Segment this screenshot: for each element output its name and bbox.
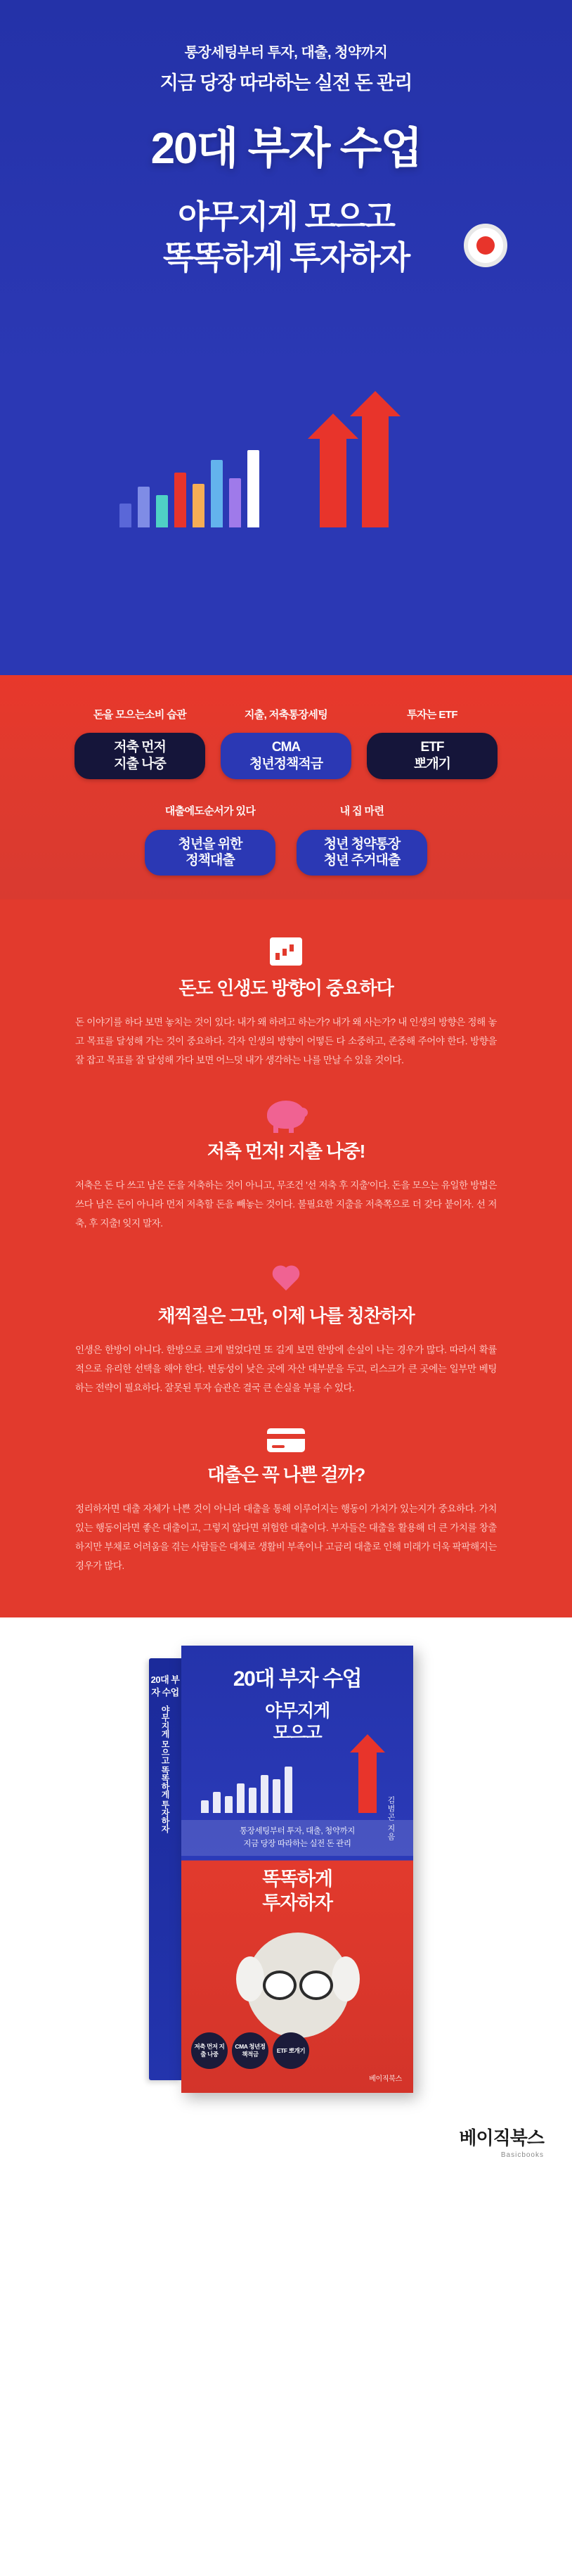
bar-6: [211, 460, 223, 527]
hero-line-1: 야무지게 모으고: [178, 198, 394, 235]
publisher-logo: 베이직북스: [459, 2127, 544, 2148]
book-bar-chart-graphic: [201, 1764, 292, 1813]
book-showcase: [0, 1617, 572, 2117]
content-block-title: 저축 먼저! 지출 나중!: [207, 1141, 365, 1162]
book-spine: [149, 1658, 181, 2080]
bar-2: [138, 487, 150, 527]
book-bar-8: [285, 1767, 292, 1813]
keyword-pill-badge: 청년 청약통장 청년 주거대출: [297, 830, 427, 876]
book-bar-6: [261, 1775, 268, 1813]
book-arrow-up-icon: [358, 1751, 377, 1813]
content-block: [75, 1070, 497, 1233]
content-block-body: 인생은 한방이 아니다. 한방으로 크게 벌었다면 또 길게 보면 한방에 손실이 나는 경우가 많다. 따라서 확률적으로 유리한 선택을 해야 한다. 변동성이 낮은 곳에 자산 대부분을 두고, 리스크가 큰 곳에는 일부만 베팅하는 전략이 필요하다. 잘못된 투자 습관은 결국 큰 손실을 부를 수 있다.: [75, 1345, 497, 1393]
content-block: [75, 1397, 497, 1575]
growth-arrows: [320, 415, 389, 527]
book-cover-badge: 저축 먼저 지출 나중: [191, 2032, 228, 2069]
keyword-pill: [221, 700, 351, 779]
book-spine-subtitle: 야무지게 모으고 똑똑하게 투자하자: [160, 1705, 171, 1833]
book-red-title-2: 투자하자: [262, 1892, 332, 1914]
arrow-up-icon: [320, 437, 346, 527]
keyword-pill: [367, 700, 498, 779]
arrow-up-icon: [362, 415, 389, 527]
bar-5: [193, 484, 204, 527]
hero-kicker: 통장세팅부터 투자, 대출, 청약까지: [184, 45, 388, 60]
page-title: 20대 부자 수업: [150, 124, 422, 173]
content-block: [75, 1233, 497, 1397]
book-cover-sub-2: 모으고: [273, 1722, 322, 1743]
content-block: [75, 906, 497, 1070]
book-cover-badge: CMA 청년정책적금: [232, 2032, 268, 2069]
bar-4: [174, 473, 186, 527]
hero-subtitle: 지금 당장 따라하는 실전 돈 관리: [160, 72, 412, 94]
content-sections: [0, 899, 572, 1617]
book-cover: [181, 1646, 413, 2093]
book-red-title-1: 똑똑하게: [262, 1869, 332, 1890]
book-bar-3: [225, 1796, 233, 1813]
bar-chart-graphic: [119, 443, 259, 527]
keyword-pill-heading: 돈을 모으는 소비 습관: [93, 708, 187, 721]
bar-7: [229, 478, 241, 527]
content-block-body: 돈 이야기를 하다 보면 놓치는 것이 있다: 내가 왜 하려고 하는가? 내가 왜 사는가? 내 인생의 방향은 정해 놓고 목표를 달성해 가는 것이 중요하다. 각자 인생의 방향이 어떻든 다 소중하고, 존중해 주어야 한다. 방향을 잘 잡고 목표를 잘 달성해 가다 보면 어느덧 내가 생각하는 나를 만날 수 있을 것이다.: [75, 1017, 497, 1065]
credit-card-icon: [267, 1428, 305, 1452]
footer: [0, 2117, 572, 2180]
keyword-row-secondary: [0, 779, 572, 876]
content-block-title: 대출은 꼭 나쁜 걸까?: [207, 1464, 365, 1485]
glasses-icon: [263, 1971, 333, 1994]
book-cover-sub-1: 야무지게: [265, 1701, 330, 1721]
book-cover-strip: [181, 1820, 413, 1856]
content-block-title: 채찍질은 그만, 이제 나를 칭찬하자: [157, 1305, 415, 1326]
book-strip-line-2: 지금 당장 따라하는 실전 돈 관리: [243, 1840, 351, 1849]
publisher-logo-sub: Basicbooks: [500, 2151, 544, 2159]
keyword-section: [0, 675, 572, 899]
hair-right: [332, 1956, 360, 2001]
book-author: 김범곤 지음: [386, 1796, 395, 1842]
keyword-pill: [74, 700, 205, 779]
book-publisher: 베이직북스: [369, 2075, 402, 2083]
author-illustration: [246, 1933, 350, 2038]
keyword-pill-badge: CMA 청년정책적금: [221, 733, 351, 779]
content-block-title: 돈도 인생도 방향이 중요하다: [178, 978, 394, 999]
book-cover-badges: [191, 2032, 309, 2069]
hero-line-2: 똑똑하게 투자하자: [162, 238, 410, 276]
keyword-pill-heading: 투자는 ETF: [407, 708, 457, 721]
heart-icon: [270, 1264, 302, 1293]
hero-graphic: [0, 380, 572, 527]
target-icon: [464, 224, 507, 267]
keyword-pill: [145, 797, 275, 876]
book-strip-line-1: 통장세팅부터 투자, 대출, 청약까지: [240, 1827, 355, 1835]
keyword-row-primary: [0, 675, 572, 779]
book-cover-badge: ETF 뽀개기: [273, 2032, 309, 2069]
content-block-body: 저축은 돈 다 쓰고 남은 돈을 저축하는 것이 아니고, 무조건 '선 저축 후 지출'이다. 돈을 모으는 유일한 방법은 쓰다 남은 돈이 아니라 먼저 저축할 돈을 빼놓는 것이다. 불필요한 지출을 저축쪽으로 더 갖다 붙이자. 선 저축, 후 지출! 잊지 말자.: [75, 1180, 497, 1229]
keyword-pill: [297, 797, 427, 876]
keyword-pill-heading: 대출에도 순서가 있다: [164, 805, 256, 818]
bar-3: [156, 495, 168, 527]
piggy-bank-icon: [267, 1101, 305, 1129]
content-block-body: 정리하자면 대출 자체가 나쁜 것이 아니라 대출을 통해 이루어지는 행동이 가치가 있는지가 중요하다. 가치 있는 행동이라면 좋은 대출이고, 그렇지 않다면 위험한 대출이다. 부자들은 대출을 활용해 더 큰 가치를 창출하지만 부채로 어려움을 겪는 사람들은 대체로 생활비 부족이나 고금리 대출로 인해 미래가 더욱 팍팍해지는 경우가 많다.: [75, 1504, 497, 1571]
keyword-pill-badge: ETF 뽀개기: [367, 733, 498, 779]
hair-left: [236, 1956, 264, 2001]
book-bar-2: [213, 1792, 221, 1813]
book-spine-title: 20대 부자 수업: [150, 1674, 180, 1698]
hero-section: [0, 0, 572, 675]
keyword-pill-badge: 저축 먼저 지출 나중: [74, 733, 205, 779]
bar-chart-icon: [270, 937, 302, 966]
keyword-pill-heading: 내 집 마련: [339, 805, 384, 818]
bar-1: [119, 504, 131, 527]
book-bar-7: [273, 1779, 280, 1813]
keyword-pill-heading: 지출, 저축 통장세팅: [244, 708, 328, 721]
book-bar-1: [201, 1800, 209, 1813]
keyword-pill-badge: 청년을 위한 정책대출: [145, 830, 275, 876]
bar-8: [247, 450, 259, 527]
book-bar-4: [237, 1783, 245, 1813]
book-cover-title: 20대 부자 수업: [233, 1667, 362, 1691]
book-bar-5: [249, 1788, 256, 1813]
